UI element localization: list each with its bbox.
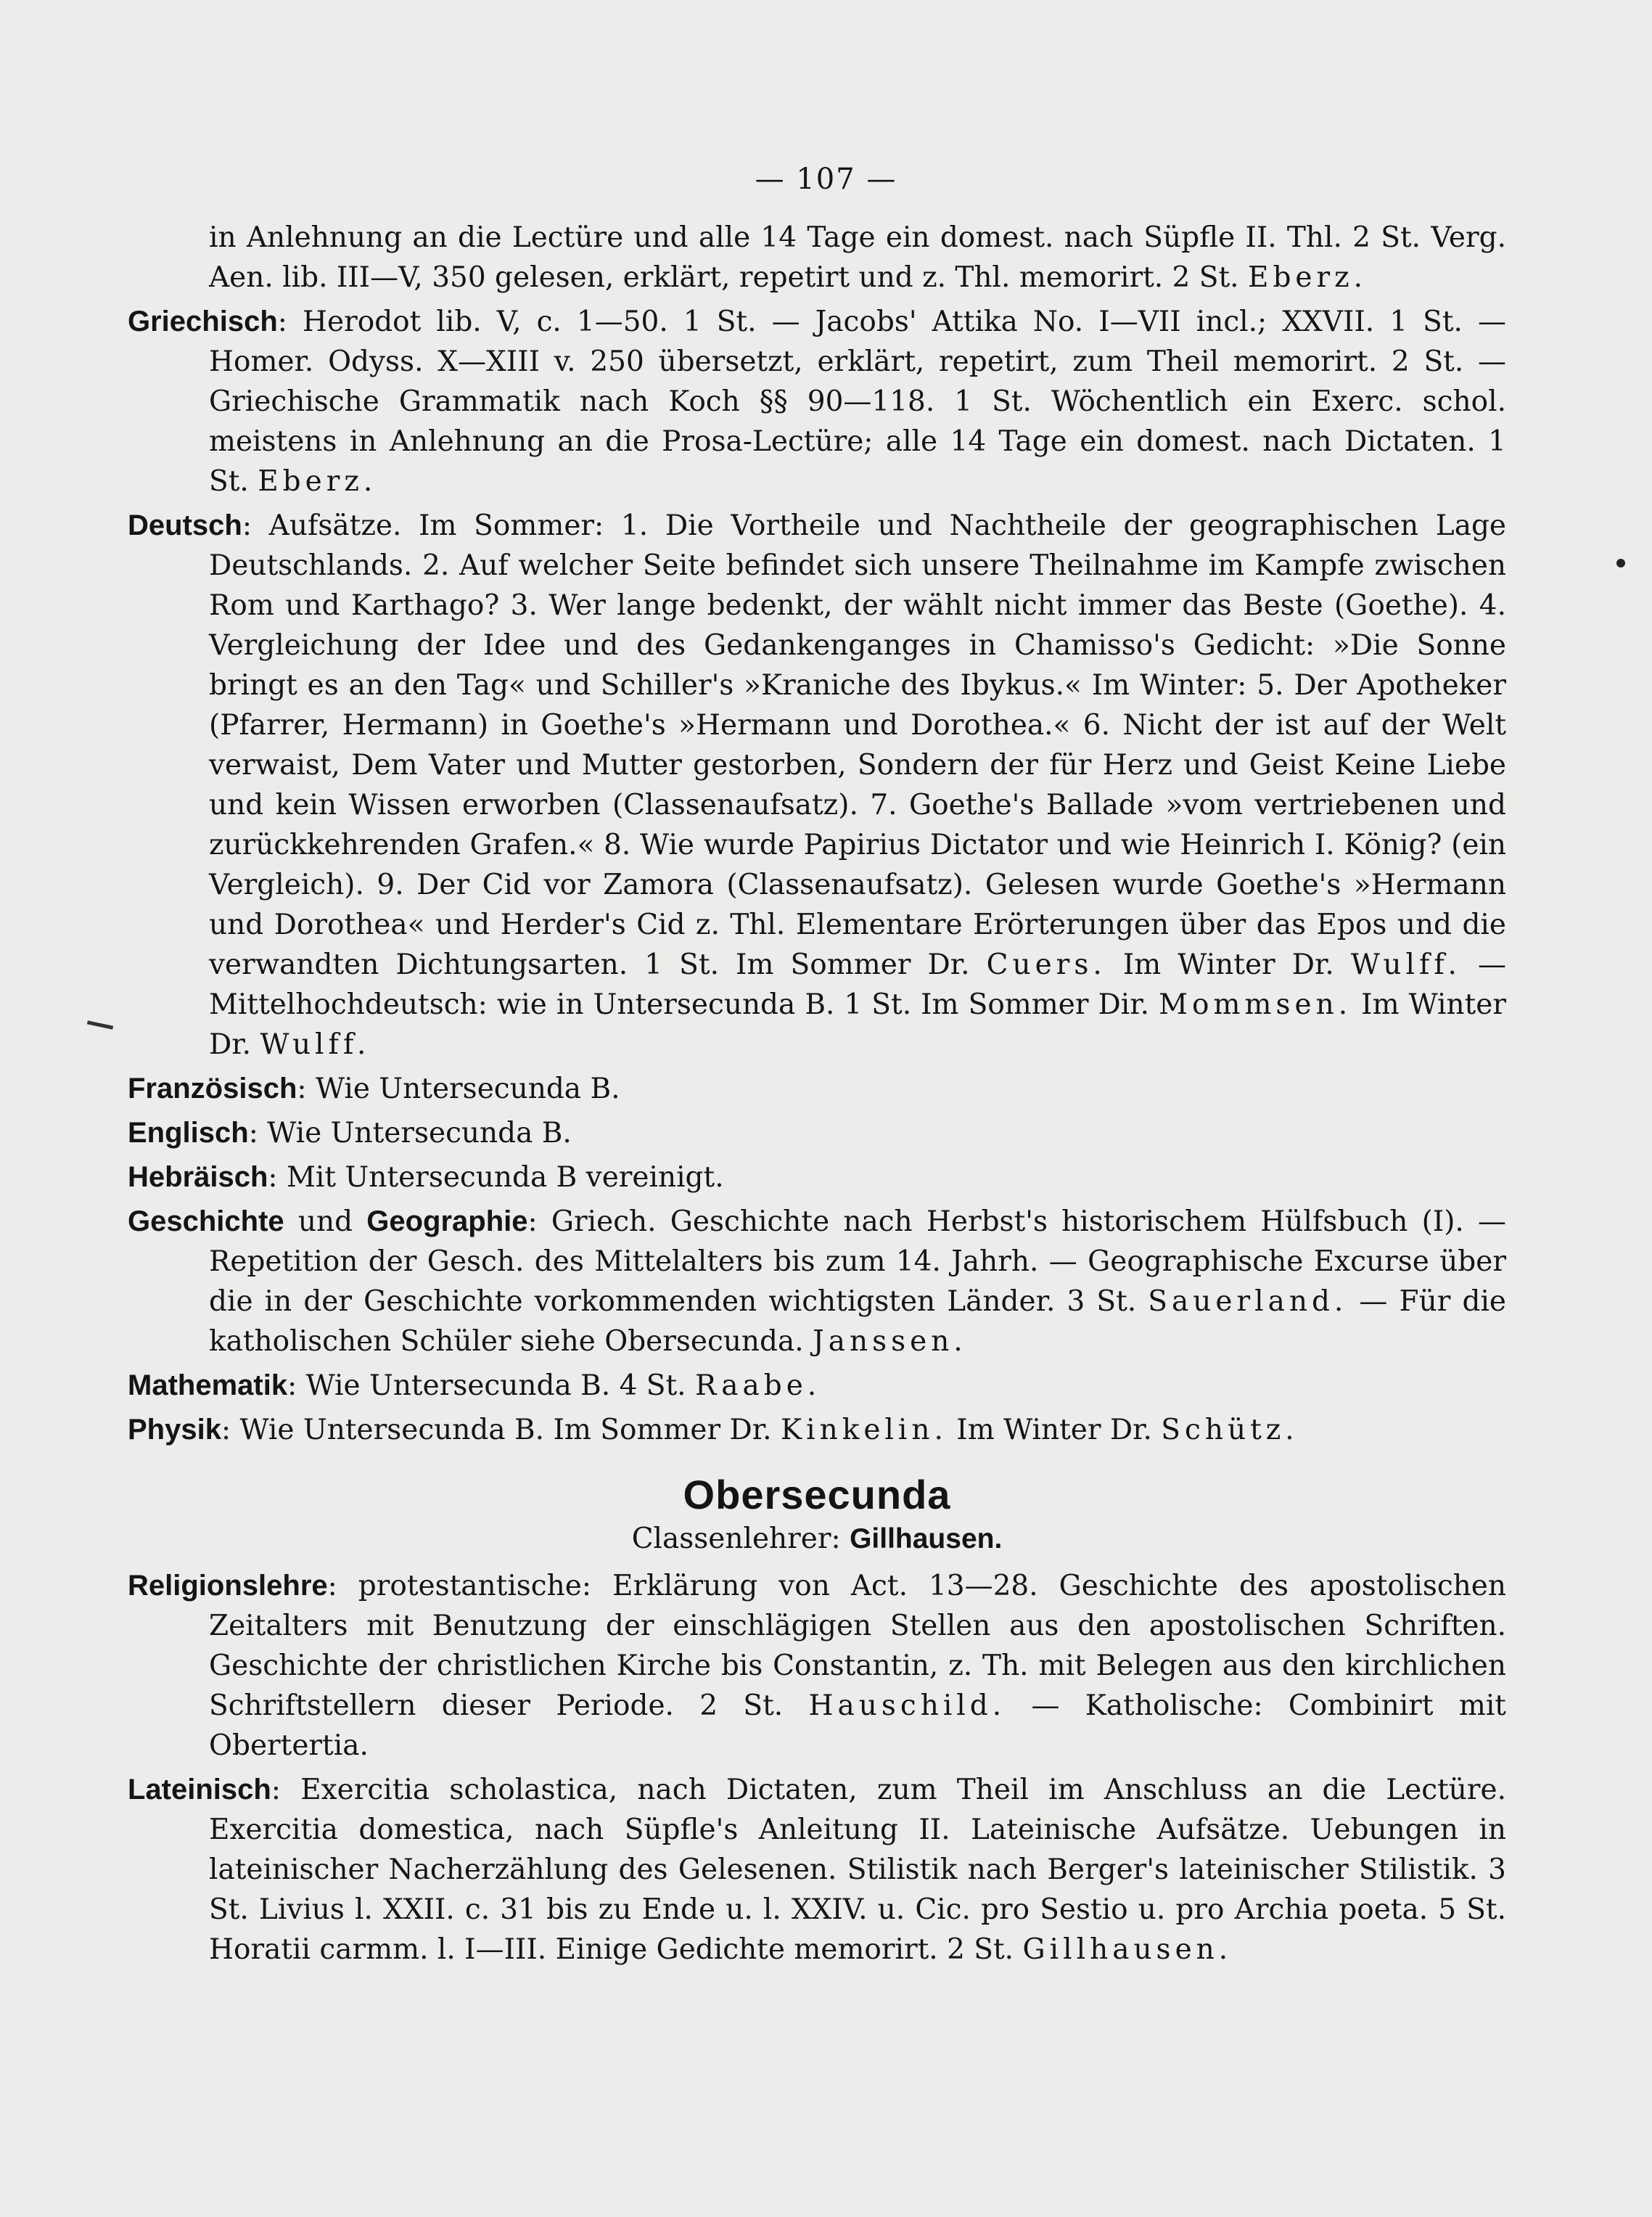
subject-label: Physik [128,1414,221,1446]
teacher-name: Schütz. [1161,1414,1299,1446]
page-content [128,218,1506,1974]
subject-label: Religionslehre [128,1570,328,1602]
subject-text: : Griech. Geschichte nach Herbst's historischem Hülfsbuch (I). — Repetition der Gesch. des Mittelalters bis zum 14. Jahrh. — Geographische Excurse über die in der Geschichte vorkommenden wichtigsten Länder. 3 St. [209,1205,1506,1318]
class-teacher-line [128,1519,1506,1559]
class-teacher-label: Classenlehrer: [631,1523,841,1555]
subject-text-continued: Im Winter Dr. [947,1414,1152,1446]
teacher-name: Mommsen. [1159,988,1352,1021]
subject-text: : Herodot lib. V, c. 1—50. 1 St. — Jacobs' Attika No. I—VII incl.; XXVII. 1 St. — Homer. Odyss. X—XIII v. 250 übersetzt, erklärt, repetirt, zum Theil memorirt. 2 St. — Griechische Grammatik nach Koch §§ 90—118. 1 St. Wöchentlich ein Exerc. schol. meistens in Anlehnung an die Prosa-Lectüre; alle 14 Tage ein domest. nach Dictaten. 1 St. [209,306,1506,498]
connector-text: und [284,1205,367,1238]
subject-lateinisch [128,1770,1506,1970]
subject-label: Mathematik [128,1369,288,1401]
continued-line-1: in Anlehnung an die Lectüre und alle 14 Tage ein domest. nach Süpfle II. Thl. 2 St. [209,221,1421,254]
subject-label: Deutsch [128,509,242,541]
page-number: — 107 — [755,163,897,196]
teacher-name: Sauerland. [1148,1285,1348,1318]
subject-label: Englisch [128,1117,249,1149]
margin-mark-dash [87,1020,113,1029]
class-teacher-name: Gillhausen. [850,1523,1003,1554]
teacher-name: Gillhausen. [1022,1933,1233,1966]
teacher-name: Janssen. [813,1325,967,1358]
subject-religionslehre [128,1566,1506,1766]
subject-text: : Exercitia scholastica, nach Dictaten, zum Theil im Anschluss an die Lectüre. Exercitia domestica, nach Süpfle's Anleitung II. Lateinische Aufsätze. Uebungen in lateinischer Nacherzählung des Gelesenen. Stilistik nach Berger's lateinischer Stilistik. 3 St. Livius l. XXII. c. 31 bis zu Ende u. l. XXIV. u. Cic. pro Sestio u. pro Archia poeta. 5 St. Horatii carmm. l. I—III. Einige Gedichte memorirt. 2 St. [209,1774,1506,1966]
subject-physik [128,1410,1506,1450]
subject-text: : Wie Untersecunda B. [297,1073,620,1105]
teacher-name: Kinkelin. [780,1414,948,1446]
teacher-name: Cuers. [986,948,1106,981]
subject-hebraeisch [128,1157,1506,1197]
teacher-name: Wulff. [1350,948,1461,981]
continued-latin-entry [128,218,1506,298]
teacher-name: Raabe. [694,1369,821,1402]
subject-griechisch [128,302,1506,501]
teacher-name: Eberz. [1247,261,1368,294]
subject-text-continued: Im Winter Dr. [1106,948,1334,981]
teacher-name: Wulff. [260,1028,371,1061]
subject-geschichte-geographie [128,1202,1506,1361]
subject-text-continued: Im Winter Dr. [209,988,1506,1061]
subject-text-continued: — Katholische: Combinirt mit Obertertia. [209,1689,1506,1762]
section-heading: Obersecunda [683,1472,951,1517]
subject-text: : protestantische: Erklärung von Act. 13—28. Geschichte des apostolischen Zeitalters mit Benutzung der einschlägigen Stellen aus den apostolischen Schriften. Geschichte der christlichen Kirche bis Constantin, z. Th. mit Belegen aus den kirchlichen Schriftstellern dieser Periode. 2 St. [209,1570,1506,1722]
subject-text: : Mit Untersecunda B vereinigt. [268,1161,724,1194]
subject-label: Lateinisch [128,1774,271,1806]
subject-text-mittelhochdeutsch: — Mittelhochdeutsch: wie in Untersecunda B. 1 St. Im Sommer Dir. [209,948,1506,1021]
teacher-name: Hauschild. [808,1689,1006,1722]
continued-line-2: Verg. Aen. lib. III—V, 350 gelesen, erklärt, repetirt und z. Thl. memorirt. 2 St. [209,221,1506,294]
subject-text-continued: — Für die katholischen Schüler siehe Obersecunda. [209,1285,1506,1358]
subject-label: Hebräisch [128,1161,268,1193]
subject-label-2: Geographie [366,1205,528,1237]
subject-label: Geschichte [128,1205,284,1237]
teacher-name: Eberz. [258,465,377,498]
subject-text: : Wie Untersecunda B. [248,1117,572,1150]
subject-deutsch [128,506,1506,1065]
subject-englisch [128,1113,1506,1153]
subject-franzoesisch [128,1069,1506,1109]
subject-label: Griechisch [128,306,278,337]
subject-text: : Wie Untersecunda B. Im Sommer Dr. [221,1414,772,1446]
subject-mathematik [128,1366,1506,1406]
subject-text: : Wie Untersecunda B. 4 St. [287,1369,686,1402]
subject-label: Französisch [128,1073,297,1105]
margin-mark-dot [1616,559,1625,567]
subject-text: : Aufsätze. Im Sommer: 1. Die Vortheile und Nachtheile der geographischen Lage Deutschlands. 2. Auf welcher Seite befindet sich unsere Theilnahme im Kampfe zwischen Rom und Karthago? 3. Wer lange bedenkt, der wählt nicht immer das Beste (Goethe). 4. Vergleichung der Idee und des Gedankenganges in Chamisso's Gedicht: »Die Sonne bringt es an den Tag« und Schiller's »Kraniche des Ibykus.« Im Winter: 5. Der Apotheker (Pfarrer, Hermann) in Goethe's »Hermann und Dorothea.« 6. Nicht der ist auf der Welt verwaist, Dem Vater und Mutter gestorben, Sondern der für Herz und Geist Keine Liebe und kein Wissen erworben (Classenaufsatz). 7. Goethe's Ballade »vom vertriebenen und zurückkehrenden Grafen.« 8. Wie wurde Papirius Dictator und wie Heinrich I. König? (ein Vergleich). 9. Der Cid vor Zamora (Classenaufsatz). Gelesen wurde Goethe's »Hermann und Dorothea« und Herder's Cid z. Thl. Elementare Erörterungen über das Epos und die verwandten Dichtungsarten. 1 St. Im Sommer Dr. [209,509,1506,981]
